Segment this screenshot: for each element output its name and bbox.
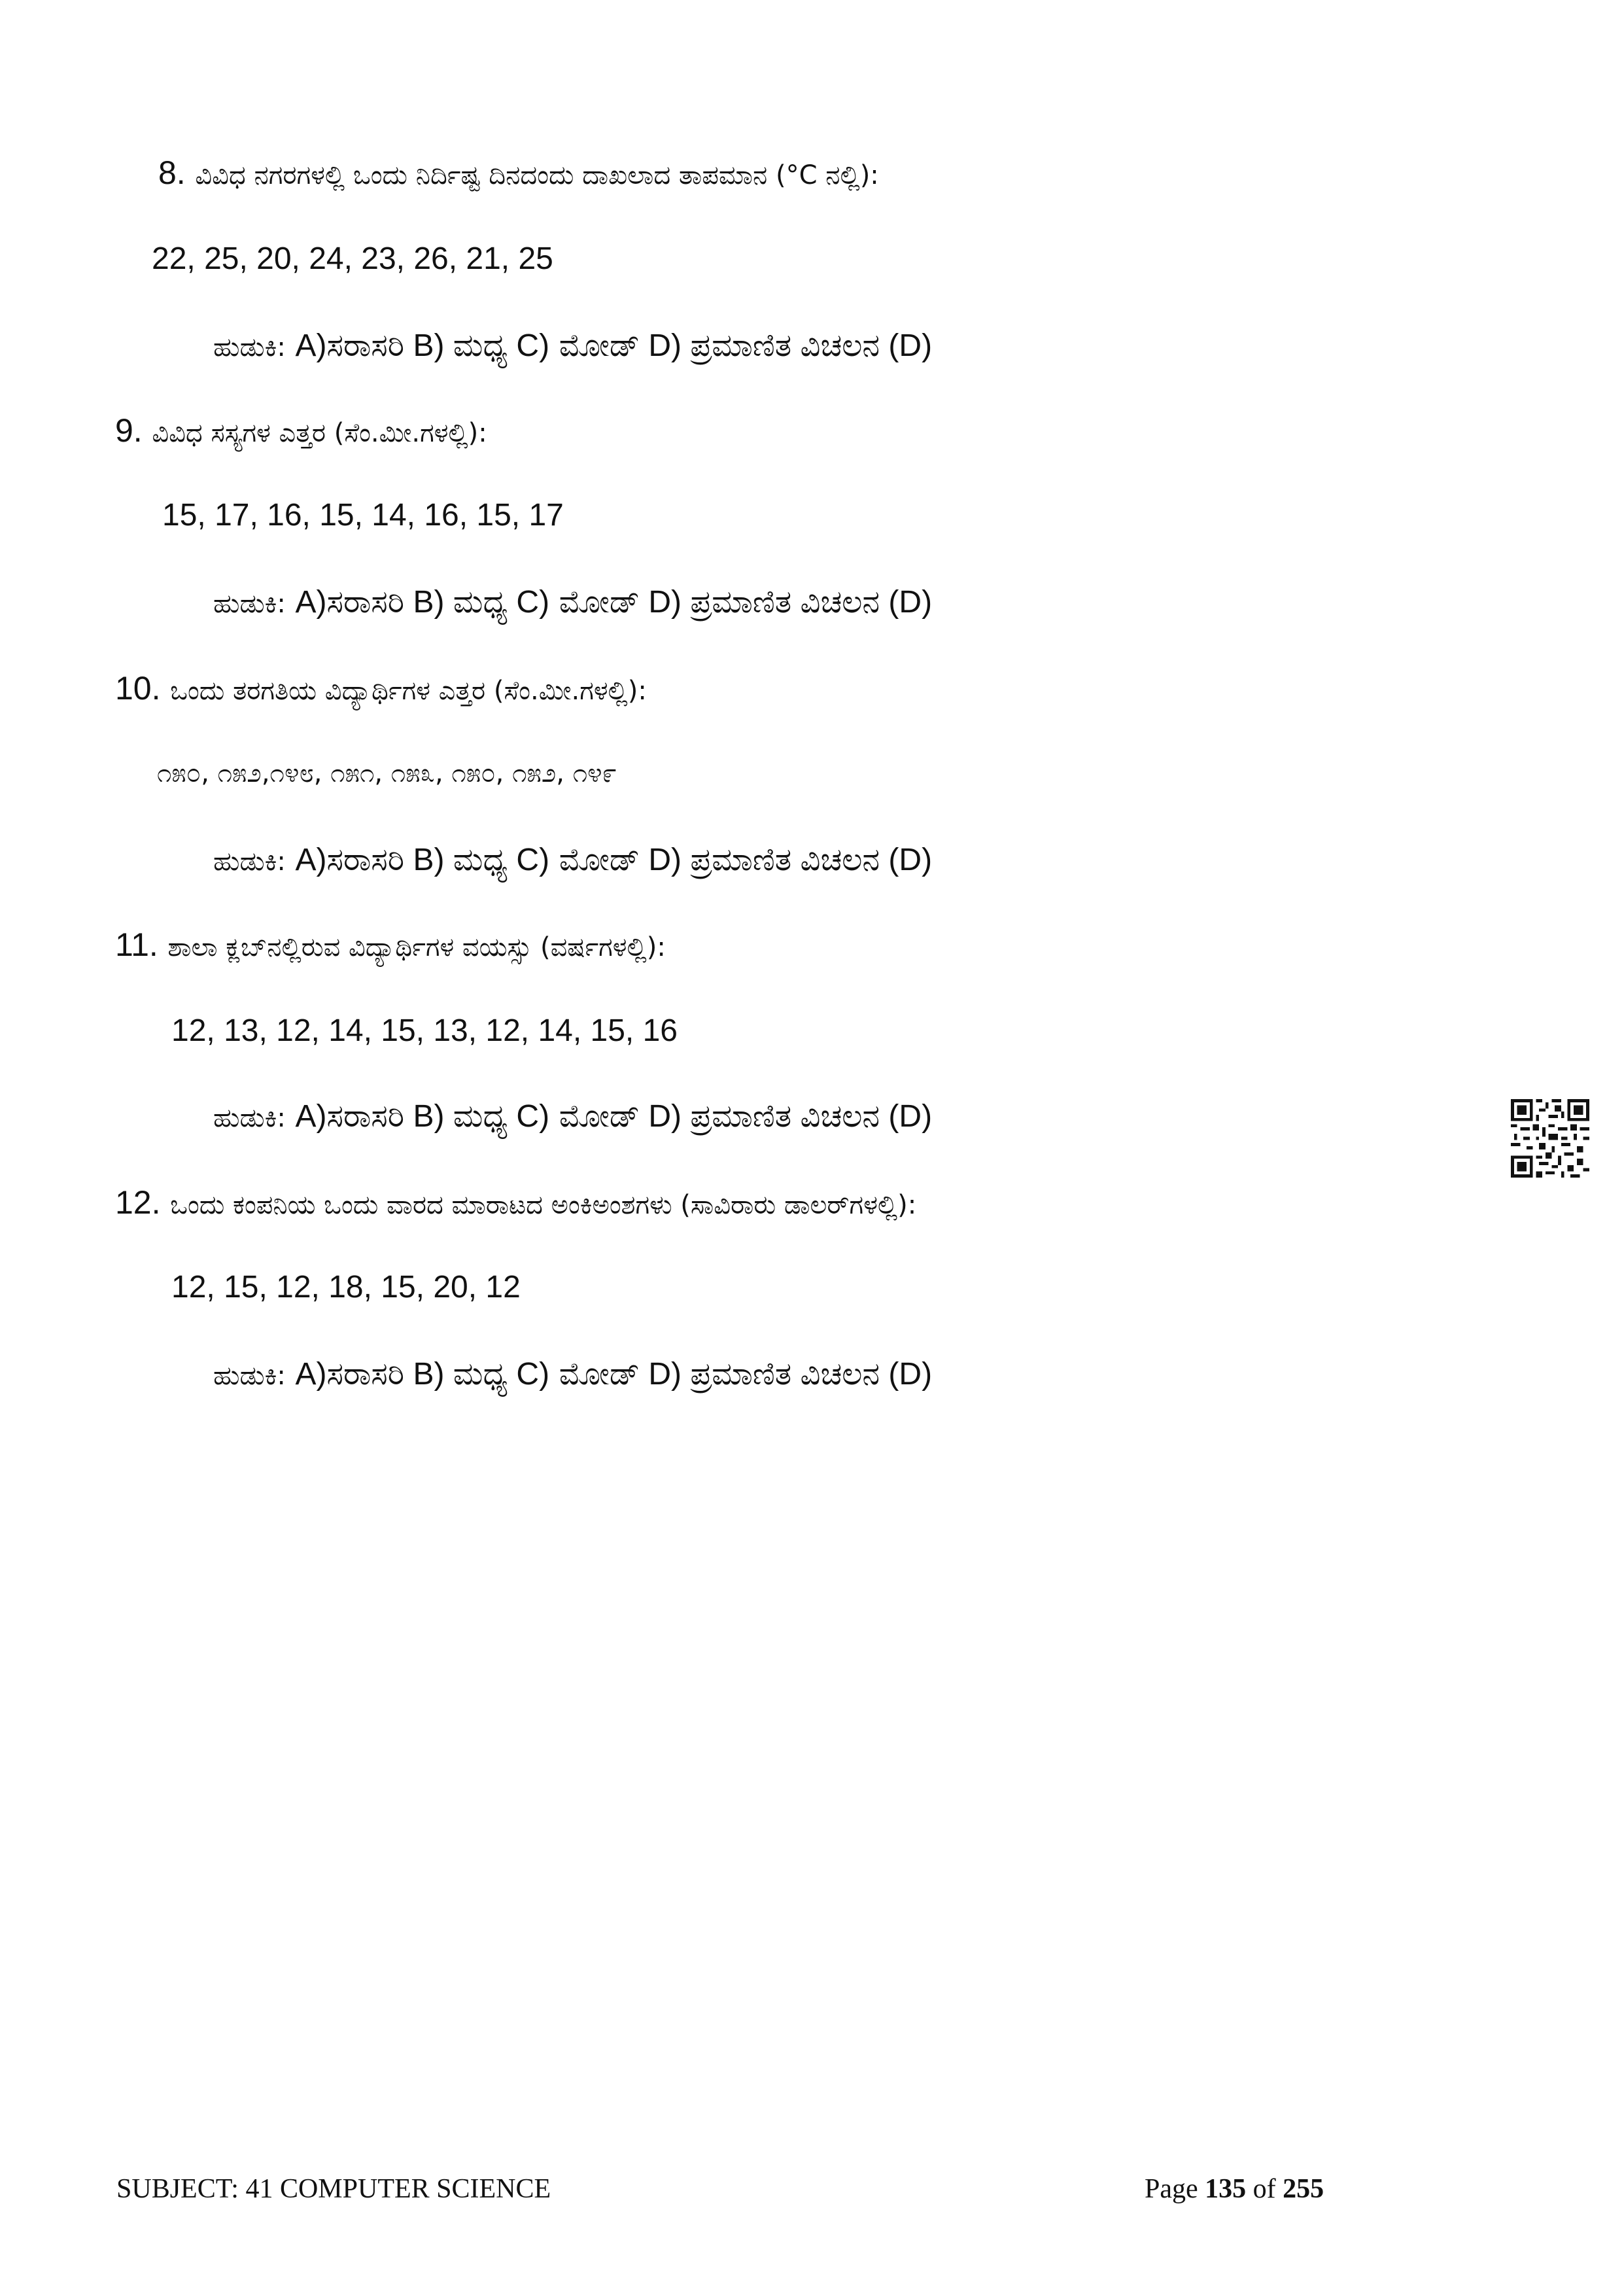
question-number: 10. — [115, 670, 161, 707]
question-10 — [115, 667, 647, 712]
question-12 — [115, 1182, 916, 1226]
page-total: 255 — [1283, 2174, 1324, 2204]
question-text: ವಿವಿಧ ನಗರಗಳಲ್ಲಿ ಒಂದು ನಿರ್ದಿಷ್ಟ ದಿನದಂದು ದಾಖಲಾದ ತಾಪಮಾನ (°C ನಲ್ಲಿ): — [195, 160, 879, 190]
footer-subject: SUBJECT: 41 COMPUTER SCIENCE — [116, 2174, 551, 2204]
find-options-a: A)ಸರಾಸರಿ B) ಮಧ್ಯ C) — [295, 1357, 550, 1392]
find-options-b: ಮೋಡ್ D) ಪ್ರಮಾಣಿತ ವಿಚಲನ (D) — [559, 1357, 933, 1392]
question-10-find — [213, 839, 932, 883]
question-11-find — [213, 1095, 932, 1139]
question-text: ವಿವಿಧ ಸಸ್ಯಗಳ ಎತ್ತರ (ಸೆಂ.ಮೀ.ಗಳಲ್ಲಿ): — [152, 418, 487, 448]
page-current: 135 — [1205, 2174, 1247, 2204]
page-of: of — [1253, 2174, 1276, 2204]
find-options-b: ಮೋಡ್ D) ಪ್ರಮಾಣಿತ ವಿಚಲನ (D) — [559, 843, 933, 877]
find-label: ಹುಡುಕಿ: — [213, 847, 286, 877]
question-9-find — [213, 581, 932, 625]
question-11-data: 12, 13, 12, 14, 15, 13, 12, 14, 15, 16 — [171, 1013, 678, 1048]
question-8-find — [213, 324, 932, 368]
question-12-find — [213, 1353, 932, 1397]
find-options-b: ಮೋಡ್ D) ಪ್ರಮಾಣಿತ ವಿಚಲನ (D) — [559, 328, 933, 363]
find-label: ಹುಡುಕಿ: — [213, 332, 286, 362]
question-11 — [115, 924, 666, 968]
question-10-data: ೧೫೦, ೧೫೨,೧೪೮, ೧೫೧, ೧೫೩, ೧೫೦, ೧೫೨, ೧೪೯ — [157, 758, 617, 788]
question-number: 8. — [158, 154, 186, 191]
question-number: 12. — [115, 1184, 161, 1221]
question-text: ಶಾಲಾ ಕ್ಲಬ್‌ನಲ್ಲಿರುವ ವಿದ್ಯಾರ್ಥಿಗಳ ವಯಸ್ಸು (ವರ್ಷಗಳಲ್ಲಿ): — [167, 932, 666, 962]
question-12-data: 12, 15, 12, 18, 15, 20, 12 — [171, 1270, 521, 1305]
find-options-a: A)ಸರಾಸರಿ B) ಮಧ್ಯ C) — [295, 585, 550, 620]
find-options-a: A)ಸರಾಸರಿ B) ಮಧ್ಯ C) — [295, 328, 550, 363]
question-number: 9. — [115, 412, 143, 449]
find-label: ಹುಡುಕಿ: — [213, 1103, 286, 1133]
question-text: ಒಂದು ಕಂಪನಿಯ ಒಂದು ವಾರದ ಮಾರಾಟದ ಅಂಕಿಅಂಶಗಳು (ಸಾವಿರಾರು ಡಾಲರ್‌ಗಳಲ್ಲಿ): — [170, 1190, 917, 1220]
footer-page-number — [1145, 2171, 1324, 2207]
question-9-data: 15, 17, 16, 15, 14, 16, 15, 17 — [162, 498, 564, 533]
find-options-b: ಮೋಡ್ D) ಪ್ರಮಾಣಿತ ವಿಚಲನ (D) — [559, 1099, 933, 1134]
question-9 — [115, 410, 487, 454]
qr-code-icon — [1511, 1099, 1589, 1178]
find-options-a: A)ಸರಾಸರಿ B) ಮಧ್ಯ C) — [295, 843, 550, 877]
find-label: ಹುಡುಕಿ: — [213, 1361, 286, 1391]
find-label: ಹುಡುಕಿ: — [213, 589, 286, 619]
question-text: ಒಂದು ತರಗತಿಯ ವಿದ್ಯಾರ್ಥಿಗಳ ಎತ್ತರ (ಸೆಂ.ಮೀ.ಗಳಲ್ಲಿ): — [170, 676, 647, 706]
page-prefix: Page — [1145, 2174, 1198, 2204]
question-number: 11. — [115, 926, 158, 963]
question-8-data: 22, 25, 20, 24, 23, 26, 21, 25 — [152, 241, 553, 276]
find-options-b: ಮೋಡ್ D) ಪ್ರಮಾಣಿತ ವಿಚಲನ (D) — [559, 585, 933, 620]
question-8 — [158, 152, 879, 196]
find-options-a: A)ಸರಾಸರಿ B) ಮಧ್ಯ C) — [295, 1099, 550, 1134]
